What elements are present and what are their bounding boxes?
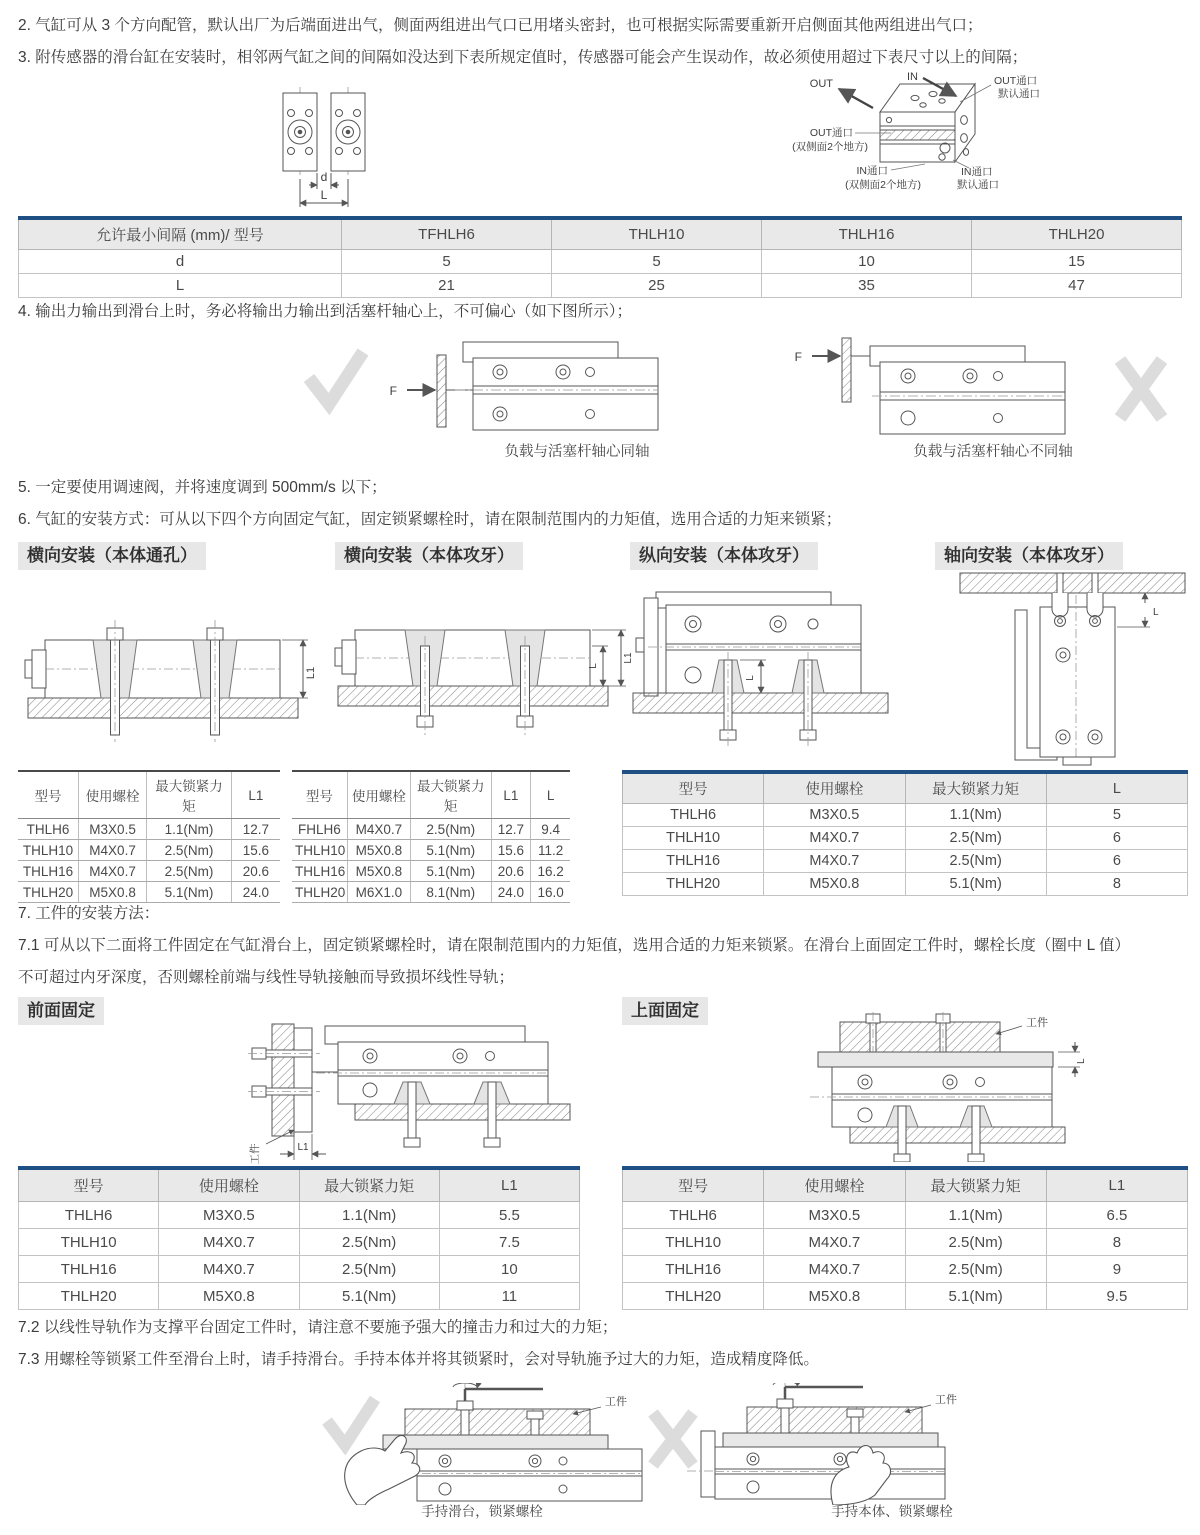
table-cell: 2.5(Nm) — [905, 1229, 1046, 1256]
table-cell: M5X0.8 — [347, 840, 410, 861]
front-fix-svg — [160, 1020, 580, 1165]
column-header: 最大锁紧力矩 — [299, 1168, 439, 1202]
force-label: F — [389, 384, 397, 398]
table-cell: d — [19, 250, 342, 274]
column-header: L1 — [231, 771, 280, 819]
column-header: 使用螺栓 — [159, 1168, 299, 1202]
table-cell: 9 — [1046, 1256, 1187, 1283]
column-header: 使用螺栓 — [79, 771, 147, 819]
table-cell: THLH6 — [18, 819, 79, 840]
table-cell: 6.5 — [1046, 1202, 1187, 1229]
table-cell: 8.1(Nm) — [411, 882, 492, 903]
table-cell: THLH16 — [19, 1256, 159, 1283]
table-cell: L — [19, 274, 342, 298]
table-cell: M5X0.8 — [764, 873, 905, 896]
out-default-port-label2: 默认通口 — [998, 88, 1040, 100]
table-cell: 5 — [1046, 804, 1187, 827]
section-front-fix: 前面固定 — [18, 997, 104, 1025]
table-cell: M6X1.0 — [347, 882, 410, 903]
table-cell: 16.2 — [531, 861, 570, 882]
table-cell: M5X0.8 — [347, 861, 410, 882]
hold-body-caption: 手持本体、锁紧螺栓 — [831, 1504, 953, 1519]
column-header: L — [531, 771, 570, 819]
hold-slider-caption: 手持滑台，锁紧螺栓 — [421, 1504, 543, 1519]
table-cell: 9.5 — [1046, 1283, 1187, 1310]
section-top-fix: 上面固定 — [622, 997, 708, 1025]
table-row — [623, 850, 1188, 873]
table-row — [292, 861, 570, 882]
table-cell: THLH10 — [19, 1229, 159, 1256]
table-row — [18, 882, 280, 903]
table-cell: M4X0.7 — [347, 819, 410, 840]
vertical-tapped-table — [622, 770, 1188, 896]
table-cell: 24.0 — [231, 882, 280, 903]
table-cell: 12.7 — [491, 819, 531, 840]
table-cell: 5.5 — [439, 1202, 579, 1229]
table-cell: THLH20 — [623, 1283, 764, 1310]
table-cell: 2.5(Nm) — [299, 1229, 439, 1256]
table-cell: M4X0.7 — [764, 1229, 905, 1256]
header-row — [623, 772, 1188, 804]
note-7-2: 7.2 以线性导轨作为支撑平台固定工件时，请注意不要施予强大的撞击力和过大的力矩； — [18, 1319, 618, 1336]
out-arrow-label: OUT — [809, 78, 833, 90]
column-header: 型号 — [19, 1168, 159, 1202]
top-fix-diagram — [770, 1012, 1150, 1167]
coaxial-ok-svg — [295, 330, 695, 442]
in-arrow-label: IN — [907, 72, 918, 83]
hold-body-svg — [635, 1383, 995, 1505]
column-header: 最大锁紧力矩 — [905, 772, 1046, 804]
header-row — [19, 218, 1182, 250]
column-header: 使用螺栓 — [764, 1168, 905, 1202]
in-default-port-label: IN通口 — [961, 166, 993, 178]
table-cell: 10 — [762, 250, 972, 274]
lateral-tapped-table — [292, 770, 570, 903]
workpiece-label: 工件 — [1026, 1017, 1048, 1029]
table-row — [623, 827, 1188, 850]
table-cell: THLH20 — [292, 882, 347, 903]
iso-cylinder-body — [880, 84, 975, 162]
table-cell: THLH10 — [292, 840, 347, 861]
coaxial-bad-caption: 负载与活塞杆轴心不同轴 — [913, 444, 1073, 460]
coaxial-ok-caption: 负载与活塞杆轴心同轴 — [504, 444, 650, 460]
table-cell: 6 — [1046, 827, 1187, 850]
dim-l-label: L — [745, 675, 756, 681]
column-header: THLH20 — [972, 218, 1182, 250]
table-cell: 15.6 — [491, 840, 531, 861]
table-cell: M4X0.7 — [159, 1229, 299, 1256]
table-cell: 16.0 — [531, 882, 570, 903]
table-row — [19, 1229, 580, 1256]
table-cell: 2.5(Nm) — [147, 861, 232, 882]
table-cell: M3X0.5 — [764, 1202, 905, 1229]
in-side-port-note: (双侧面2个地方) — [845, 179, 921, 191]
dim-l1-label: L1 — [297, 1142, 309, 1153]
check-icon — [327, 1399, 375, 1445]
column-header: L1 — [491, 771, 531, 819]
column-header: 使用螺栓 — [764, 772, 905, 804]
table-cell: M4X0.7 — [764, 1256, 905, 1283]
mount1-drawing — [25, 620, 308, 742]
column-header: 最大锁紧力矩 — [147, 771, 232, 819]
mount2-svg — [330, 578, 635, 763]
note-4: 4. 输出力输出到滑台上时，务必将输出力输出到活塞杆轴心上，不可偏心（如下图所示）； — [18, 303, 632, 320]
note-7-3: 7.3 用螺栓等锁紧工件至滑台上时，请手持滑台。手持本体并将其锁紧时，会对导轨施予过大的力矩，造成精度降低。 — [18, 1351, 819, 1368]
hold-body-diagram — [635, 1383, 995, 1510]
table-row — [623, 1229, 1188, 1256]
table-cell: 7.5 — [439, 1229, 579, 1256]
dim-l-label: L — [1153, 607, 1159, 618]
table-cell: M3X0.5 — [159, 1202, 299, 1229]
table-cell: 47 — [972, 274, 1182, 298]
table-cell: M5X0.8 — [159, 1283, 299, 1310]
coaxial-bad-svg — [790, 330, 1190, 442]
dim-l1-label: L1 — [623, 652, 634, 664]
table-cell: 5.1(Nm) — [147, 882, 232, 903]
in-side-port-label: IN通口 — [856, 165, 888, 177]
front-fix-diagram — [160, 1020, 580, 1170]
hold-slider-drawing — [345, 1383, 642, 1505]
section-lateral-through: 横向安装（本体通孔） — [18, 542, 206, 570]
table-cell: 1.1(Nm) — [905, 804, 1046, 827]
cross-icon — [1120, 360, 1162, 418]
note-7: 7. 工件的安装方法： — [18, 905, 160, 922]
mount2-drawing — [335, 630, 626, 736]
dim-l-label: L — [588, 663, 599, 669]
column-header: 最大锁紧力矩 — [411, 771, 492, 819]
column-header: 型号 — [623, 772, 764, 804]
table-cell: 2.5(Nm) — [905, 827, 1046, 850]
lateral-through-table — [18, 770, 280, 903]
column-header: 允许最小间隔 (mm)/ 型号 — [19, 218, 342, 250]
table-cell: 35 — [762, 274, 972, 298]
header-row — [292, 771, 570, 819]
table-cell: 15.6 — [231, 840, 280, 861]
table-cell: M3X0.5 — [79, 819, 147, 840]
table-row — [623, 1256, 1188, 1283]
cylinder-side-view — [812, 338, 1065, 434]
mount4-svg — [945, 565, 1195, 770]
header-row — [19, 1168, 580, 1202]
top-fix-drawing — [810, 1012, 1080, 1162]
table-cell: 12.7 — [231, 819, 280, 840]
column-header: L — [1046, 772, 1187, 804]
note-6: 6. 气缸的安装方式：可从以下四个方向固定气缸，固定锁紧螺栓时，请在限制范围内的力矩值，选用合适的力矩来锁紧； — [18, 511, 842, 528]
table-row — [19, 1202, 580, 1229]
table-cell: M5X0.8 — [79, 882, 147, 903]
table-cell: 5.1(Nm) — [411, 840, 492, 861]
note-5: 5. 一定要使用调速阀，并将速度调到 500mm/s 以下； — [18, 479, 387, 496]
section-vertical-tapped: 纵向安装（本体攻牙） — [630, 542, 818, 570]
cylinder-side-view — [407, 342, 658, 430]
mount4-drawing — [960, 573, 1185, 765]
column-header: THLH10 — [552, 218, 762, 250]
cross-icon — [653, 1413, 693, 1465]
mount-vertical-tapped-diagram — [618, 572, 918, 772]
column-header: 使用螺栓 — [347, 771, 410, 819]
table-row — [19, 1256, 580, 1283]
table-cell: 6 — [1046, 850, 1187, 873]
table-cell: THLH6 — [19, 1202, 159, 1229]
table-row — [623, 873, 1188, 896]
top-fix-svg — [770, 1012, 1150, 1162]
table-cell: THLH20 — [18, 882, 79, 903]
table-cell: 5.1(Nm) — [299, 1283, 439, 1310]
force-label: F — [794, 350, 802, 364]
table-cell: THLH16 — [292, 861, 347, 882]
cylinder-end-views — [283, 87, 365, 177]
header-row — [623, 1168, 1188, 1202]
mount1-svg — [20, 578, 320, 763]
table-cell: 2.5(Nm) — [905, 1256, 1046, 1283]
table-cell: M4X0.7 — [159, 1256, 299, 1283]
table-cell: 1.1(Nm) — [147, 819, 232, 840]
table-row — [292, 840, 570, 861]
table-cell: M3X0.5 — [764, 804, 905, 827]
table-cell: 10 — [439, 1256, 579, 1283]
column-header: 最大锁紧力矩 — [905, 1168, 1046, 1202]
table-cell: 11.2 — [531, 840, 570, 861]
table-row — [292, 819, 570, 840]
table-cell: 5.1(Nm) — [905, 1283, 1046, 1310]
table-cell: THLH10 — [623, 827, 764, 850]
table-cell: THLH6 — [623, 804, 764, 827]
table-cell: 8 — [1046, 873, 1187, 896]
column-header: TFHLH6 — [342, 218, 552, 250]
dim-l1-label: L1 — [305, 666, 317, 680]
mount-lateral-tapped-diagram — [330, 578, 635, 768]
ports-diagram-svg — [775, 72, 1200, 214]
dim-d-label: d — [320, 170, 328, 184]
note-7-1a: 7.1 可从以下二面将工件固定在气缸滑台上，固定锁紧螺栓时，请在限制范围内的力矩值，选用合适的力矩来锁紧。在滑台上面固定工件时，螺栓长度（圈中 L 值） — [18, 937, 1131, 954]
front-fix-table — [18, 1166, 580, 1310]
out-side-port-label: OUT通口 — [809, 127, 853, 139]
spacing-diagram-svg — [225, 85, 525, 213]
section-lateral-tapped: 横向安装（本体攻牙） — [335, 542, 523, 570]
table-cell: THLH16 — [623, 1256, 764, 1283]
table-cell: 5.1(Nm) — [905, 873, 1046, 896]
coaxial-ok-diagram — [295, 330, 695, 447]
in-default-port-label2: 默认通口 — [957, 179, 999, 191]
table-cell: M4X0.7 — [79, 861, 147, 882]
table-cell: THLH10 — [623, 1229, 764, 1256]
table-row — [18, 861, 280, 882]
table-cell: THLH16 — [623, 850, 764, 873]
header-row — [18, 771, 280, 819]
table-cell: M4X0.7 — [79, 840, 147, 861]
workpiece-label: 工件 — [605, 1396, 627, 1408]
hold-body-drawing — [687, 1383, 945, 1505]
hold-slider-svg — [305, 1383, 665, 1505]
table-cell: 20.6 — [491, 861, 531, 882]
table-row — [623, 804, 1188, 827]
table-row — [18, 819, 280, 840]
table-cell: 9.4 — [531, 819, 570, 840]
table-cell: M4X0.7 — [764, 827, 905, 850]
table-cell: 20.6 — [231, 861, 280, 882]
table-cell: THLH20 — [19, 1283, 159, 1310]
table-cell: FHLH6 — [292, 819, 347, 840]
dim-l-label: L — [1076, 1058, 1087, 1064]
note-2: 2. 气缸可从 3 个方向配管，默认出厂为后端面进出气，侧面两组进出气口已用堵头密封，也可根据实际需要重新开启侧面其他两组进出气口； — [18, 17, 983, 34]
note-7-1b: 不可超过内牙深度，否则螺栓前端与线性导轨接触而导致损坏线性导轨； — [18, 969, 515, 986]
front-fix-drawing — [248, 1024, 570, 1160]
table-row — [19, 274, 1182, 298]
table-cell: 11 — [439, 1283, 579, 1310]
note-3: 3. 附传感器的滑台缸在安装时，相邻两气缸之间的间隔如没达到下表所规定值时，传感器可能会产生误动作，故必须使用超过下表尺寸以上的间隔； — [18, 49, 1028, 66]
ports-diagram — [775, 72, 1200, 219]
table-row — [292, 882, 570, 903]
table-cell: 2.5(Nm) — [905, 850, 1046, 873]
table-cell: THLH6 — [623, 1202, 764, 1229]
out-side-port-note: (双侧面2个地方) — [792, 141, 868, 153]
table-cell: M5X0.8 — [764, 1283, 905, 1310]
table-cell: 1.1(Nm) — [905, 1202, 1046, 1229]
table-cell: 8 — [1046, 1229, 1187, 1256]
coaxial-bad-diagram — [790, 330, 1190, 447]
table-row — [19, 1283, 580, 1310]
table-cell: 5.1(Nm) — [411, 861, 492, 882]
table-row — [623, 1283, 1188, 1310]
table-cell: 1.1(Nm) — [299, 1202, 439, 1229]
table-cell: THLH16 — [18, 861, 79, 882]
table-cell: 25 — [552, 274, 762, 298]
mount3-svg — [618, 572, 918, 767]
table-cell: THLH20 — [623, 873, 764, 896]
column-header: 型号 — [292, 771, 347, 819]
hold-slider-diagram — [305, 1383, 665, 1510]
column-header: 型号 — [623, 1168, 764, 1202]
table-cell: 2.5(Nm) — [299, 1256, 439, 1283]
table-cell: 2.5(Nm) — [411, 819, 492, 840]
table-row — [623, 1202, 1188, 1229]
column-header: THLH16 — [762, 218, 972, 250]
table-cell: THLH10 — [18, 840, 79, 861]
min-spacing-table — [18, 216, 1182, 298]
out-default-port-label: OUT通口 — [994, 75, 1038, 87]
table-cell: 5 — [342, 250, 552, 274]
table-row — [19, 250, 1182, 274]
mount-lateral-through-diagram — [20, 578, 320, 768]
table-cell: 21 — [342, 274, 552, 298]
dim-l-label: L — [320, 188, 328, 202]
check-icon — [309, 352, 363, 404]
table-cell: 15 — [972, 250, 1182, 274]
table-cell: M4X0.7 — [764, 850, 905, 873]
column-header: 型号 — [18, 771, 79, 819]
column-header: L1 — [1046, 1168, 1187, 1202]
mount-axial-tapped-diagram — [945, 565, 1195, 775]
workpiece-label: 工件 — [249, 1143, 261, 1165]
table-cell: 2.5(Nm) — [147, 840, 232, 861]
table-cell: 5 — [552, 250, 762, 274]
column-header: L1 — [439, 1168, 579, 1202]
table-cell: 24.0 — [491, 882, 531, 903]
table-row — [18, 840, 280, 861]
mount3-drawing — [633, 592, 888, 748]
section-axial-tapped: 轴向安装（本体攻牙） — [935, 542, 1123, 570]
top-fix-table — [622, 1166, 1188, 1310]
workpiece-label: 工件 — [935, 1394, 957, 1406]
spacing-diagram — [225, 85, 525, 218]
